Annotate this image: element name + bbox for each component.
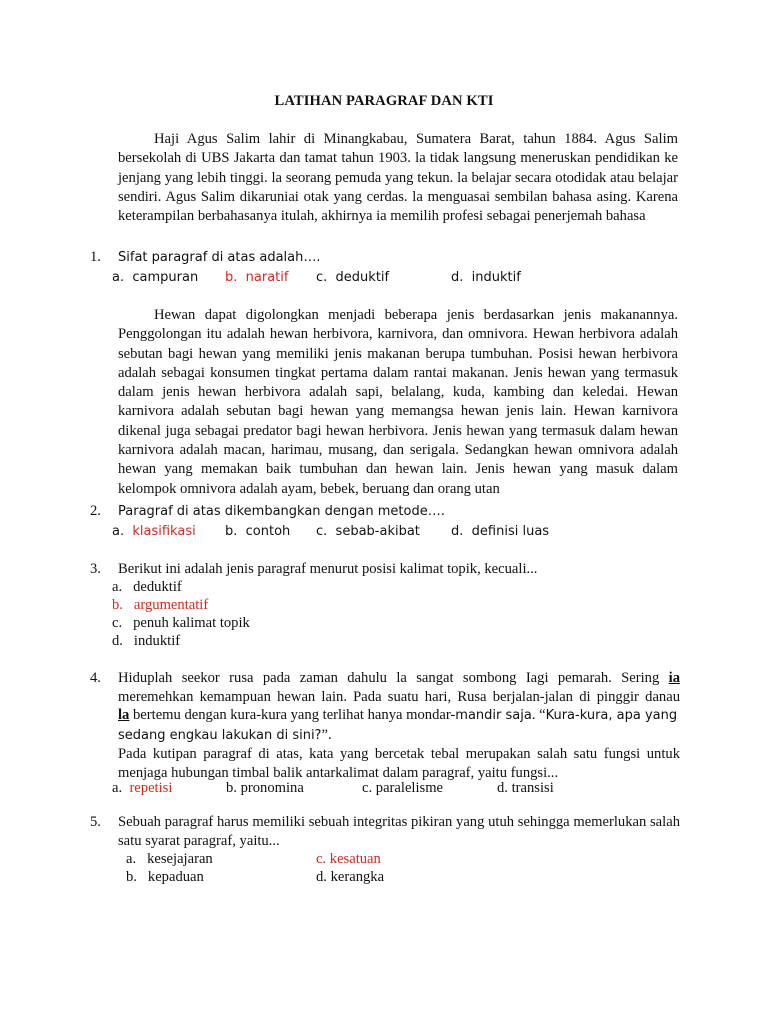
q5-option-b[interactable] <box>126 868 204 887</box>
question-3-text: Berikut ini adalah jenis paragraf menurut posisi kalimat topik, kecuali... <box>118 561 538 577</box>
q5-option-b-text: kepaduan <box>147 869 204 885</box>
q3-option-c-text: penuh kalimat topik <box>133 615 250 631</box>
q4-option-d[interactable]: d. transisi <box>497 780 554 796</box>
q5-option-a[interactable] <box>126 850 213 869</box>
q5-option-c[interactable]: c. kesatuan <box>316 851 381 867</box>
q4-line-3-dialogue: Kura-kura, apa yang <box>545 708 678 723</box>
q4-line-1-text: Hiduplah seekor rusa pada zaman dahulu la sangat sombong Iagi pemarah. Sering <box>118 670 669 686</box>
q3-option-a[interactable] <box>112 578 182 597</box>
q3-option-c-letter: c. <box>112 615 123 631</box>
q3-option-d[interactable] <box>112 632 180 651</box>
q1-option-b[interactable] <box>225 268 288 287</box>
q1-option-b-letter: b. <box>225 270 238 285</box>
q3-option-d-letter: d. <box>112 633 123 649</box>
q3-option-b[interactable] <box>112 596 208 615</box>
q5-option-a-letter: a. <box>126 851 137 867</box>
question-2-text: Paragraf di atas dikembangkan dengan metode…. <box>118 504 445 519</box>
q4-option-a-letter: a. <box>112 780 123 796</box>
q2-option-c[interactable] <box>316 522 420 541</box>
question-2-number: 2. <box>90 503 101 519</box>
q4-line-4-dialogue: sedang engkau lakukan di sini? <box>118 727 322 743</box>
q1-option-a-text: campuran <box>132 270 199 285</box>
q1-option-b-text: naratif <box>245 270 289 285</box>
q3-option-a-letter: a. <box>112 579 123 595</box>
q4-line-3 <box>118 706 680 726</box>
q4-line-2: meremehkan kemampuan hewan lain. Pada suatu hari, Rusa berjalan-jalan di pinggir danau <box>118 688 680 705</box>
q4-line-4-quote-end: ”. <box>321 726 332 743</box>
question-5-text: Sebuah paragraf harus memiliki sebuah integritas pikiran yang utuh sehingga memerlukan salah satu syarat paragraf, yaitu... <box>118 814 680 849</box>
q4-line-5: Pada kutipan paragraf di atas, kata yang bercetak tebal merupakan salah satu fungsi untuk menjaga hubungan timbal balik antarkalimat dalam paragraf, yaitu fungsi... <box>118 746 680 781</box>
q5-option-a-text: kesejajaran <box>147 851 213 867</box>
q4-line-4 <box>118 726 680 746</box>
q4-line-3-quote: . “ <box>531 707 546 723</box>
q1-option-d-letter: d. <box>451 270 464 285</box>
q2-option-b-text: contoh <box>245 524 291 539</box>
q2-option-d-letter: d. <box>451 524 464 539</box>
q1-option-c[interactable] <box>316 268 389 287</box>
passage-1-text: Haji Agus Salim lahir di Minangkabau, Sumatera Barat, tahun 1884. Agus Salim bersekolah di UBS Jakarta dan tamat tahun 1903. la tidak langsung meneruskan pendidikan ke jenjang yang lebih tinggi. la seorang pemuda yang tekun. la belajar secara otodidak atau belajar sendiri. Agus Salim dikaruniai otak yang cerdas. la menguasai sembilan bahasa asing. Karena keterampilan berbahasanya itulah, akhirnya ia memilih profesi sebagai penerjemah bahasa <box>118 131 678 225</box>
q4-bold-word-la: la <box>118 707 130 723</box>
q4-option-b[interactable]: b. pronomina <box>226 780 304 796</box>
q2-option-a-text: klasifikasi <box>132 524 196 539</box>
q1-option-c-text: deduktif <box>335 270 390 285</box>
q5-option-d[interactable]: d. kerangka <box>316 869 385 885</box>
q3-option-d-text: induktif <box>133 633 181 649</box>
q2-option-a[interactable] <box>112 522 196 541</box>
q1-option-a-letter: a. <box>112 270 125 285</box>
q2-option-c-letter: c. <box>316 524 328 539</box>
question-3-number: 3. <box>90 561 101 577</box>
q4-line-3-text: bertemu dengan kura-kura yang terlihat hanya mondar- <box>129 707 456 723</box>
passage-1 <box>118 130 678 226</box>
q4-line-1 <box>118 669 680 688</box>
q2-option-a-letter: a. <box>112 524 125 539</box>
q3-option-b-letter: b. <box>112 597 123 613</box>
passage-2-text: Hewan dapat digolongkan menjadi beberapa jenis berdasarkan jenis makanannya. Penggolongan itu adalah hewan herbivora, karnivora, dan omnivora. Hewan herbivora adalah sebutan bagi hewan yang memiliki jenis makanan berupa tumbuhan. Posisi hewan herbivora adalah sebagai konsumen tingkat pertama dalam rantai makanan. Jenis hewan yang termasuk dalam jenis hewan herbivora adalah sapi, belalang, kuda, kambing dan keledai. Hewan karnivora adalah sebutan bagi hewan yang memangsa hewan jenis lain. Hewan karnivora dikenal juga sebagai predator bagi hewan herbivora. Jenis hewan yang termasuk dalam hewan karnivora adalah macan, harimau, musang, dan serigala. Sedangkan hewan omnivora adalah hewan yang memakan baik tumbuhan dan hewan lain. Jenis hewan yang masuk dalam kelompok omnivora adalah ayam, bebek, beruang dan orang utan <box>118 307 678 497</box>
q5-option-b-letter: b. <box>126 869 137 885</box>
question-1-text: Sifat paragraf di atas adalah…. <box>118 250 321 265</box>
q2-option-b-letter: b. <box>225 524 238 539</box>
q2-option-d[interactable] <box>451 522 549 541</box>
q3-option-a-text: deduktif <box>133 579 182 595</box>
question-4-number: 4. <box>90 670 101 686</box>
q1-option-c-letter: c. <box>316 270 328 285</box>
q3-option-c[interactable] <box>112 614 250 633</box>
question-4-text <box>118 669 680 782</box>
q3-option-b-text: argumentatif <box>133 597 209 613</box>
q4-option-a[interactable] <box>112 779 172 798</box>
q2-option-c-text: sebab-akibat <box>335 524 420 539</box>
q4-option-a-text: repetisi <box>129 780 173 796</box>
q2-option-b[interactable] <box>225 522 290 541</box>
passage-2 <box>118 306 678 499</box>
page-title: LATIHAN PARAGRAF DAN KTI <box>274 93 494 109</box>
q4-bold-word-ia: ia <box>668 670 680 686</box>
q1-option-d-text: induktif <box>471 270 521 285</box>
q1-option-d[interactable] <box>451 268 521 287</box>
q4-line-3-sans-text: mandir saja <box>455 708 532 723</box>
q2-option-d-text: definisi luas <box>471 524 550 539</box>
q1-option-a[interactable] <box>112 268 198 287</box>
question-5-number: 5. <box>90 814 101 830</box>
question-1-number: 1. <box>90 249 101 265</box>
q4-option-c[interactable]: c. paralelisme <box>362 780 444 796</box>
